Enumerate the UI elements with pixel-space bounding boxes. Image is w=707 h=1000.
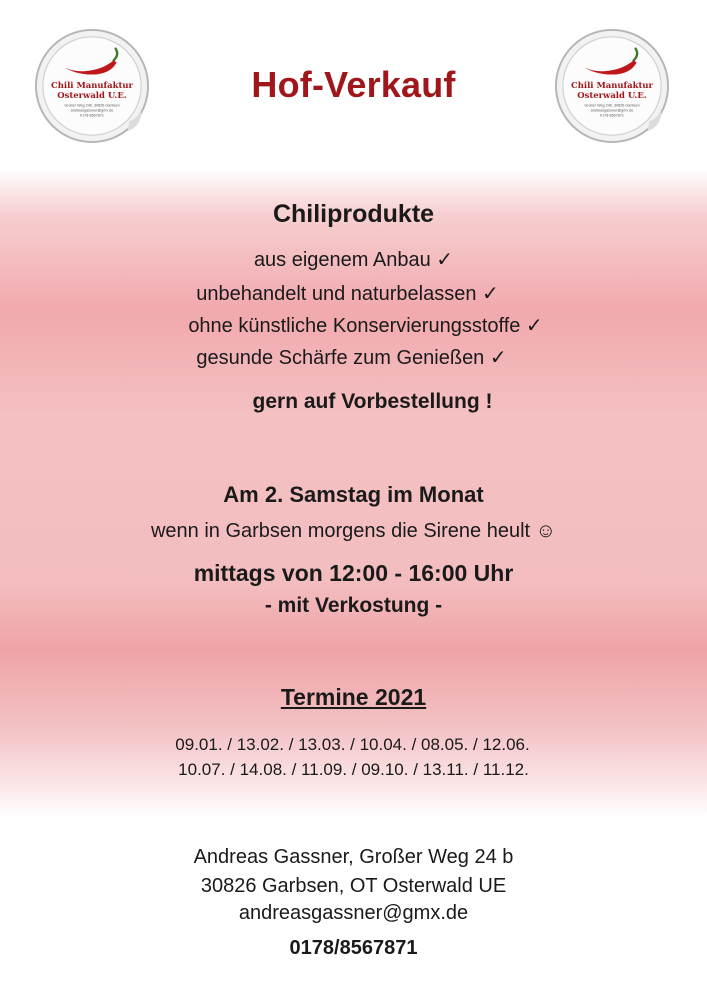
logo-text-line1: Chili Manufaktur bbox=[571, 79, 653, 90]
logo-small-line3: 0178-8567871 bbox=[600, 113, 624, 118]
contact-city: 30826 Garbsen, OT Osterwald UE bbox=[200, 875, 507, 897]
dates-heading: Termine 2021 bbox=[280, 684, 427, 710]
logo-text-line1: Chili Manufaktur bbox=[51, 79, 133, 90]
feature-item-own-cultivation: aus eigenem Anbau ✓ bbox=[253, 249, 454, 271]
feature-item-no-preservatives: ohne künstliche Konservierungsstoffe ✓ bbox=[188, 315, 543, 337]
page-title: Hof-Verkauf bbox=[251, 64, 456, 105]
logo-small-line1: Großer Weg 24b, 30826 Garbsen bbox=[584, 103, 640, 108]
logo-small-line3: 0178-8567871 bbox=[80, 113, 104, 118]
contact-phone: 0178/8567871 bbox=[289, 937, 418, 959]
preorder-note: gern auf Vorbestellung ! bbox=[252, 390, 493, 413]
logo-text-line2: Osterwald U.E. bbox=[577, 89, 647, 100]
schedule-heading: Am 2. Samstag im Monat bbox=[223, 482, 484, 507]
logo-small-line2: andreasgassner@gmx.de bbox=[590, 108, 634, 113]
contact-email: andreasgassner@gmx.de bbox=[238, 902, 469, 924]
contact-name-street: Andreas Gassner, Großer Weg 24 b bbox=[193, 846, 514, 868]
tasting-note: - mit Verkostung - bbox=[264, 594, 443, 617]
feature-item-healthy-heat: gesunde Schärfe zum Genießen ✓ bbox=[196, 347, 507, 369]
logo-small-line1: Großer Weg 24b, 30826 Garbsen bbox=[64, 103, 120, 108]
dates-row-1: 09.01. / 13.02. / 13.03. / 10.04. / 08.05. / 12.06. bbox=[175, 735, 530, 754]
logo-small-line2: andreasgassner@gmx.de bbox=[70, 108, 114, 113]
siren-note: wenn in Garbsen morgens die Sirene heult ☺ bbox=[150, 520, 557, 542]
dates-row-2: 10.07. / 14.08. / 11.09. / 09.10. / 13.11. / 11.12. bbox=[178, 760, 529, 779]
logo-text-line2: Osterwald U.E. bbox=[57, 89, 127, 100]
feature-item-untreated: unbehandelt und naturbelassen ✓ bbox=[196, 283, 499, 305]
opening-hours: mittags von 12:00 - 16:00 Uhr bbox=[193, 560, 514, 586]
products-heading: Chiliprodukte bbox=[272, 200, 435, 228]
